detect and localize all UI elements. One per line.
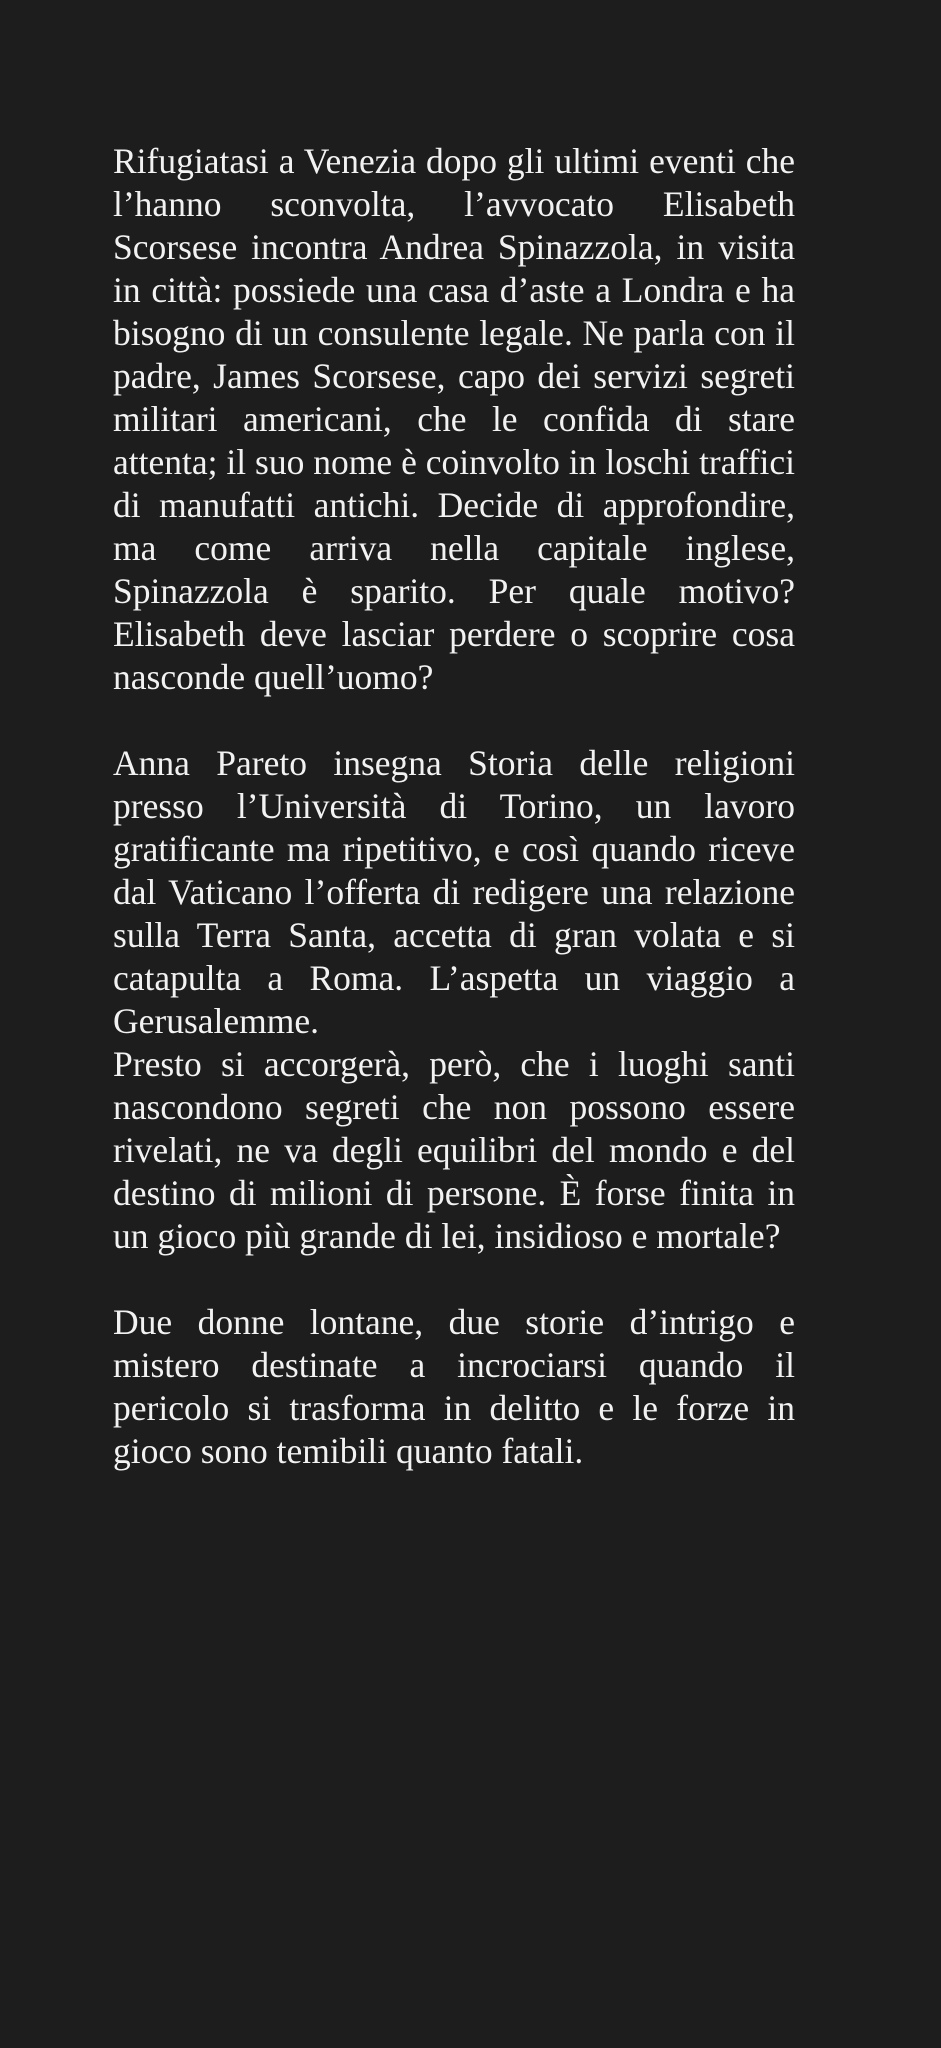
synopsis-paragraph-conclusion: Due donne lontane, due storie d’intrigo e mistero destinate a incrociarsi quando il pericolo si trasforma in delitto e le forze in gioco sono temibili quanto fatali. xyxy=(113,1302,795,1471)
paragraph-spacer xyxy=(113,699,795,742)
synopsis-paragraph-anna-continued: Presto si accorgerà, però, che i luoghi santi nascondono segreti che non possono essere rivelati, ne va degli equilibri del mondo e del destino di milioni di persone. È forse finita in un gioco più grande di lei, insidioso e mortale? xyxy=(113,1044,795,1256)
paragraph-spacer xyxy=(113,1258,795,1301)
synopsis-paragraph-anna: Anna Pareto insegna Storia delle religioni presso l’Università di Torino, un lavoro gratificante ma ripetitivo, e così quando riceve dal Vaticano l’offerta di redigere una relazione sulla Terra Santa, accetta di gran volata e si catapulta a Roma. L’aspetta un viaggio a Gerusalemme. xyxy=(113,743,795,1041)
synopsis-text xyxy=(113,140,795,1473)
synopsis-paragraph-elisabeth: Rifugiatasi a Venezia dopo gli ultimi eventi che l’hanno sconvolta, l’avvocato Elisabeth Scorsese incontra Andrea Spinazzola, in visita in città: possiede una casa d’aste a Londra e ha bisogno di un consulente legale. Ne parla con il padre, James Scorsese, capo dei servizi segreti militari americani, che le confida di stare attenta; il suo nome è coinvolto in loschi traffici di manufatti antichi. Decide di approfondire, ma come arriva nella capitale inglese, Spinazzola è sparito. Per quale motivo? Elisabeth deve lasciar perdere o scoprire cosa nasconde quell’uomo? xyxy=(113,141,795,697)
